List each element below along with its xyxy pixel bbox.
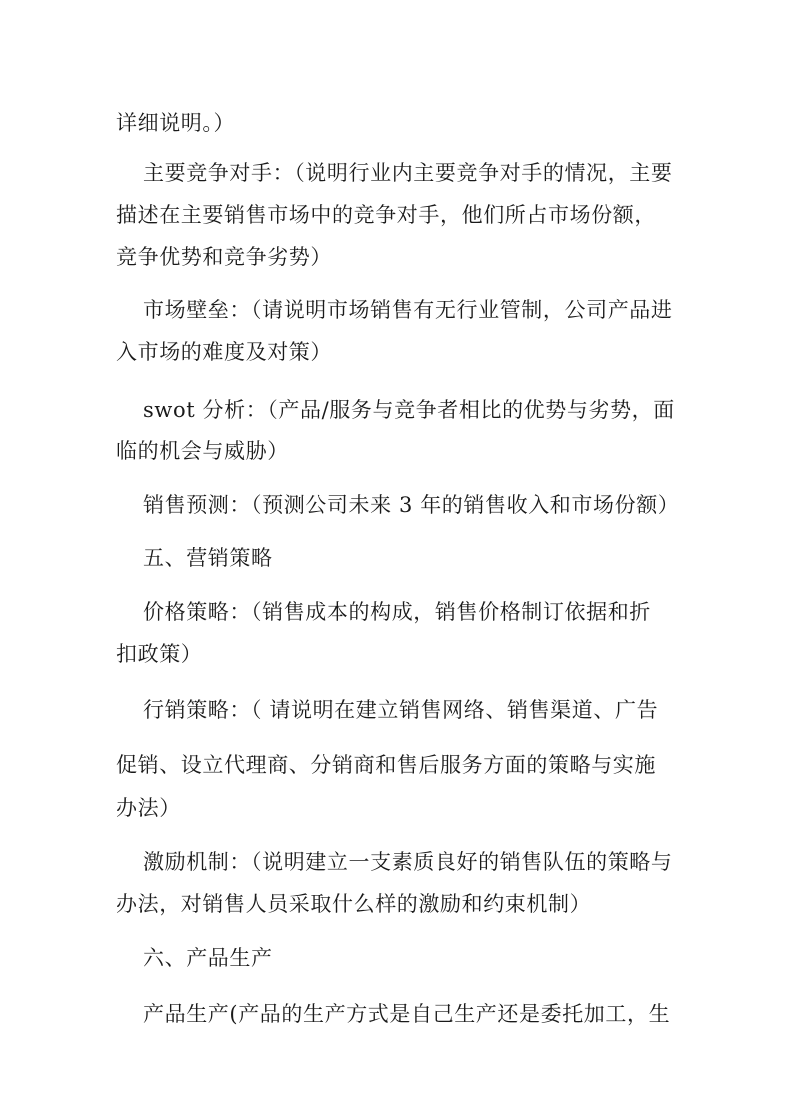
text-line: 竞争优势和竞争劣势） bbox=[116, 245, 332, 269]
text-line: 临的机会与威胁） bbox=[116, 439, 289, 463]
paragraph-product-production: 产品生产(产品的生产方式是自己生产还是委托加工，生 bbox=[143, 1002, 671, 1026]
paragraph-main-competitors: 主要竞争对手：（说明行业内主要竞争对手的情况，主要 bbox=[143, 161, 673, 185]
text-line: 扣政策） bbox=[116, 642, 203, 666]
paragraph-sales-forecast: 销售预测：（预测公司未来 3 年的销售收入和市场份额） bbox=[143, 493, 680, 517]
paragraph-swot-analysis: swot 分析：（产品/服务与竞争者相比的优势与劣势，面 bbox=[143, 398, 675, 422]
text-line-continuation: 详细说明。） bbox=[116, 111, 236, 135]
text-line: 办法，对销售人员采取什么样的激励和约束机制） bbox=[116, 892, 592, 916]
text-line: 办法） bbox=[116, 796, 181, 820]
paragraph-pricing-strategy: 价格策略：（销售成本的构成，销售价格制订依据和折 bbox=[143, 600, 651, 624]
text-line: 促销、设立代理商、分销商和售后服务方面的策略与实施 bbox=[116, 753, 656, 777]
section-heading-product-production: 六、产品生产 bbox=[143, 946, 273, 970]
section-heading-marketing-strategy: 五、营销策略 bbox=[143, 546, 273, 570]
text-line: 描述在主要销售市场中的竞争对手，他们所占市场份额， bbox=[116, 203, 656, 227]
paragraph-market-barriers: 市场壁垒：（请说明市场销售有无行业管制，公司产品进 bbox=[143, 298, 673, 322]
text-line: 入市场的难度及对策） bbox=[116, 340, 332, 364]
paragraph-sales-strategy: 行销策略：（ 请说明在建立销售网络、销售渠道、广告 bbox=[143, 698, 659, 722]
paragraph-incentive-mechanism: 激励机制：（说明建立一支素质良好的销售队伍的策略与 bbox=[143, 850, 673, 874]
